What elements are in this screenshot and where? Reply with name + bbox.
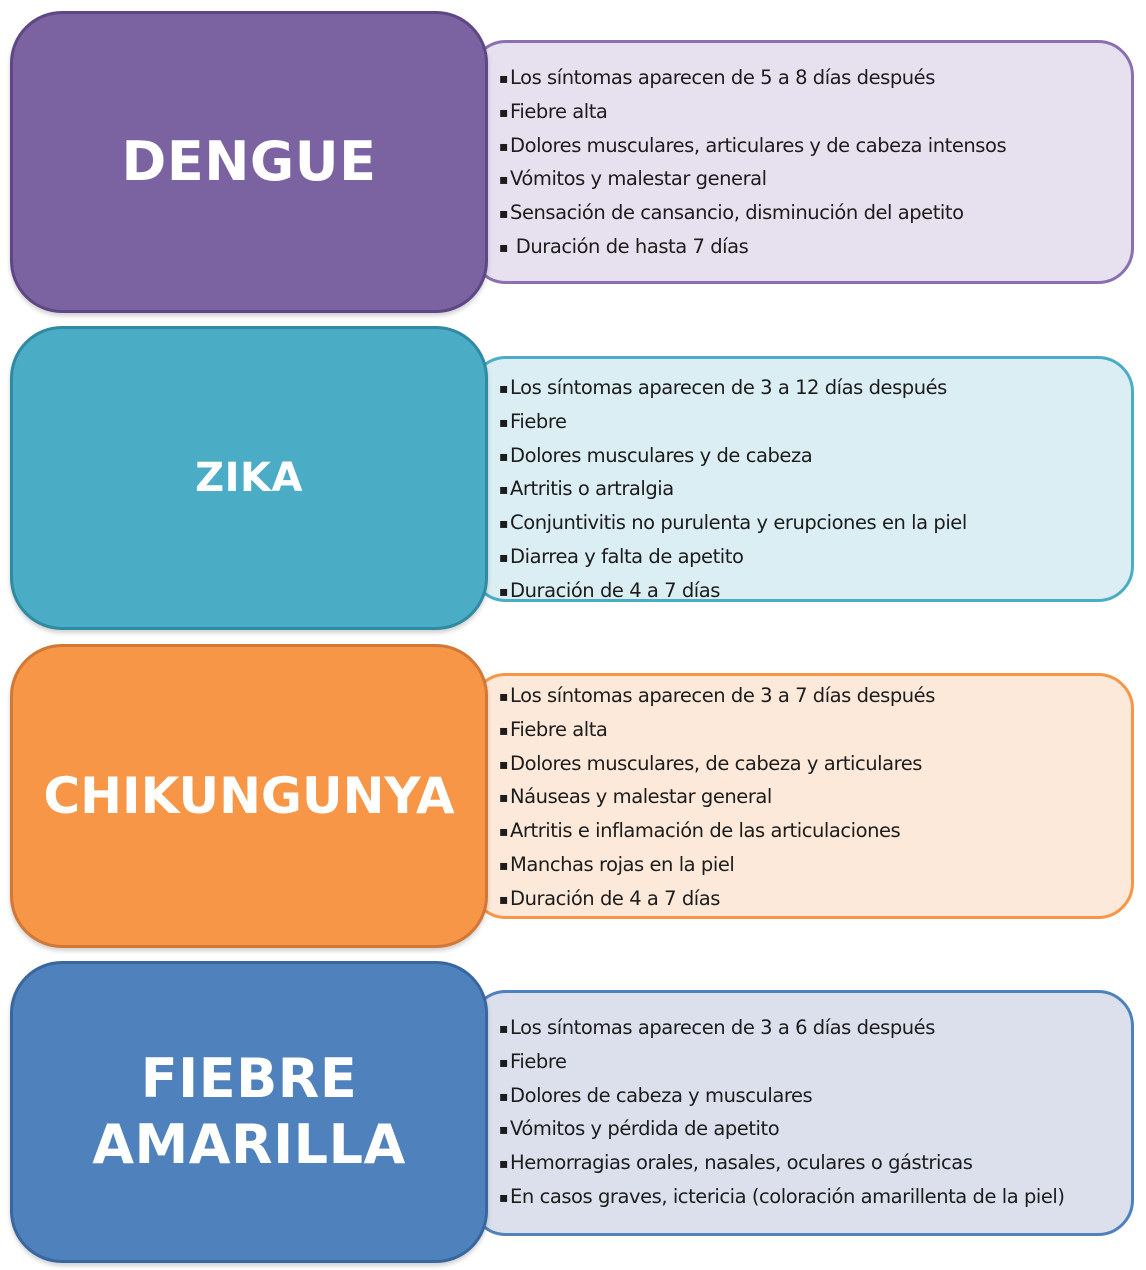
symptoms-panel-zika (470, 356, 1134, 602)
symptom-item: ▪ Dolores musculares, de cabeza y articulares (499, 747, 1111, 781)
symptoms-panel-dengue (470, 40, 1134, 284)
symptom-item: ▪ Los síntomas aparecen de 3 a 6 días después (499, 1011, 1111, 1045)
symptom-item: ▪ Manchas rojas en la piel (499, 848, 1111, 882)
disease-title: DENGUE (121, 130, 377, 194)
symptom-item: ▪ Fiebre alta (499, 95, 1111, 129)
symptom-item: ▪ Fiebre alta (499, 713, 1111, 747)
symptom-item: ▪ Los síntomas aparecen de 3 a 12 días después (499, 371, 1111, 405)
symptom-item: ▪ Dolores musculares, articulares y de cabeza intensos (499, 129, 1111, 163)
symptom-item: ▪ Duración de 4 a 7 días (499, 882, 1111, 916)
disease-title-box-zika (10, 326, 488, 630)
disease-title: ZIKA (195, 454, 303, 501)
symptom-item: ▪ Vómitos y malestar general (499, 162, 1111, 196)
symptom-item: ▪ Conjuntivitis no purulenta y erupciones en la piel (499, 506, 1111, 540)
symptom-item: ▪ Diarrea y falta de apetito (499, 540, 1111, 574)
symptom-item: ▪ Fiebre (499, 1045, 1111, 1079)
symptom-item: ▪ Dolores de cabeza y musculares (499, 1079, 1111, 1113)
symptom-item: ▪ Duración de hasta 7 días (499, 230, 1111, 264)
disease-title: CHIKUNGUNYA (43, 766, 455, 825)
disease-title: FIEBRE AMARILLA (92, 1047, 406, 1176)
symptom-item: ▪ Fiebre (499, 405, 1111, 439)
symptoms-list (499, 371, 1111, 608)
symptom-item: ▪ Los síntomas aparecen de 3 a 7 días después (499, 679, 1111, 713)
disease-title-box-fiebre-amarilla (10, 961, 488, 1263)
disease-title-box-chikungunya (10, 644, 488, 948)
symptom-item: ▪ Dolores musculares y de cabeza (499, 439, 1111, 473)
symptom-item: ▪ Sensación de cansancio, disminución del apetito (499, 196, 1111, 230)
symptom-item: ▪ Náuseas y malestar general (499, 780, 1111, 814)
disease-title-box-dengue (10, 11, 488, 313)
symptom-item: ▪ Artritis e inflamación de las articulaciones (499, 814, 1111, 848)
symptom-item: ▪ Vómitos y pérdida de apetito (499, 1112, 1111, 1146)
symptom-item: ▪ En casos graves, ictericia (coloración amarillenta de la piel) (499, 1180, 1111, 1214)
symptoms-panel-chikungunya (470, 673, 1134, 919)
symptom-item: ▪ Artritis o artralgia (499, 472, 1111, 506)
symptom-item: ▪ Duración de 4 a 7 días (499, 574, 1111, 608)
symptoms-list (499, 1011, 1111, 1214)
symptoms-panel-fiebre-amarilla (470, 990, 1134, 1236)
symptoms-list (499, 61, 1111, 264)
symptom-item: ▪ Los síntomas aparecen de 5 a 8 días después (499, 61, 1111, 95)
symptom-item: ▪ Hemorragias orales, nasales, oculares o gástricas (499, 1146, 1111, 1180)
symptoms-list (499, 679, 1111, 916)
